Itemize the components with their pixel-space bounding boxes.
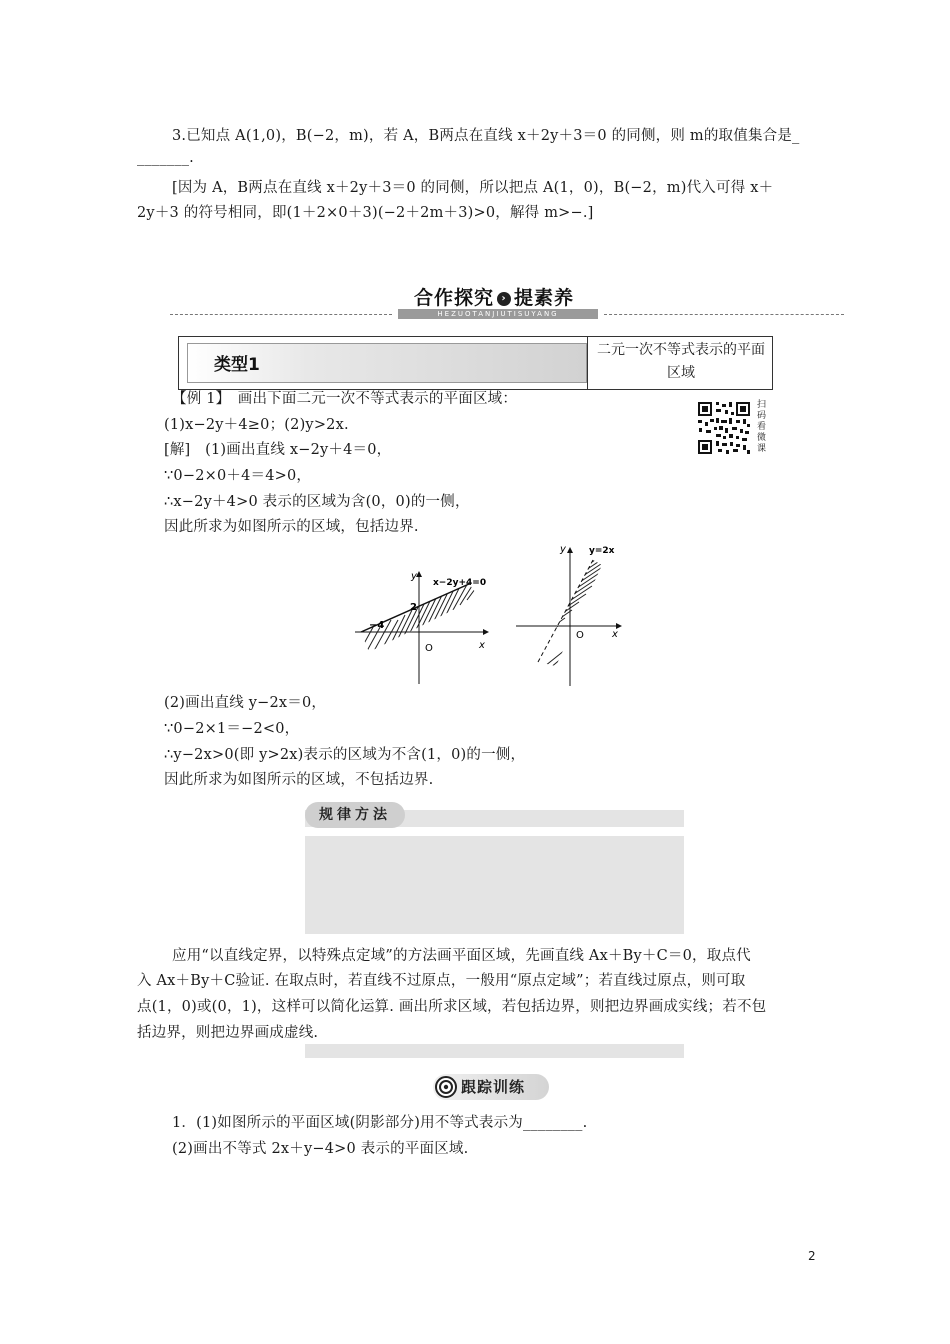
graph-1-x-label: x xyxy=(479,640,485,651)
type-label: 类型1 xyxy=(214,355,260,375)
solution-line-8: 因此所求为如图所示的区域，不包括边界. xyxy=(164,772,434,788)
tracking-question-1: 1．(1)如图所示的平面区域(阴影部分)用不等式表示为________. xyxy=(172,1115,588,1131)
solution-line-7: ∴y−2x>0(即 y>2x)表示的区域为不含(1，0)的一侧， xyxy=(164,747,526,763)
method-paragraph-line-1: 应用“以直线定界，以特殊点定域”的方法画平面区域，先画直线 Ax＋By＋C＝0，取点代 xyxy=(172,948,751,964)
graph-1-y-label: y xyxy=(411,571,417,582)
type-box-divider xyxy=(587,337,588,389)
page-number: 2 xyxy=(808,1249,816,1263)
banner-title-right: 提素养 xyxy=(514,287,575,309)
solution-line-3: ∴x−2y＋4>0 表示的区域为含(0，0)的一侧， xyxy=(164,494,470,510)
qr-code-icon[interactable] xyxy=(696,400,752,456)
graph-2-origin-label: O xyxy=(576,630,584,641)
banner-title-left: 合作探究 xyxy=(414,287,495,309)
solution-line-6: ∵0−2×1＝−2<0， xyxy=(164,721,300,737)
method-title: 规律方法 xyxy=(305,802,405,828)
method-paragraph-line-4: 括边界，则把边界画成虚线. xyxy=(137,1025,319,1041)
target-icon xyxy=(435,1076,457,1098)
method-paragraph-line-3: 点(1，0)或(0，1)，这样可以简化运算. 画出所求区域，若包括边界，则把边界画成实线；若不包 xyxy=(137,999,767,1015)
method-box xyxy=(305,836,684,934)
graph-1-y-intercept-label: 2 xyxy=(410,602,417,613)
solution-line-4: 因此所求为如图所示的区域，包括边界. xyxy=(164,519,419,535)
graph-2-y-label: y xyxy=(560,544,566,555)
example-1-title: 【例 1】 画出下面二元一次不等式表示的平面区域： xyxy=(172,391,518,407)
problem-3-line-2: _______. xyxy=(137,150,194,166)
chevron-right-icon: › xyxy=(497,292,511,306)
example-1-items: (1)x−2y＋4≥0；(2)y>2x. xyxy=(164,417,349,433)
type-label-panel xyxy=(187,343,587,383)
type-topic: 二元一次不等式表示的平面区域 xyxy=(597,342,765,381)
type-box xyxy=(178,336,773,390)
qr-label: 扫码看微课 xyxy=(757,400,767,454)
graph-2 xyxy=(510,538,630,688)
method-header-bar xyxy=(305,807,684,827)
problem-3-answer-line-2: 2y＋3 的符号相同，即(1＋2×0＋3)(−2＋2m＋3)>0，解得 m>−.] xyxy=(137,205,594,221)
graph-2-y-arrow-icon xyxy=(567,547,573,553)
graph-1 xyxy=(355,560,495,685)
section-banner-title xyxy=(414,283,574,310)
graph-2-boundary-line xyxy=(538,560,593,662)
graph-1-x-intercept-label: −4 xyxy=(369,620,385,631)
tracking-title: 跟踪训练 xyxy=(461,1078,526,1096)
tracking-header xyxy=(433,1074,549,1100)
graph-1-line-label: x−2y+4=0 xyxy=(433,578,487,588)
graph-1-x-arrow-icon xyxy=(483,629,489,635)
solution-line-2: ∵0−2×0＋4＝4>0， xyxy=(164,468,312,484)
graph-2-line-label: y=2x xyxy=(589,546,615,556)
method-footer-bar xyxy=(305,1044,684,1058)
banner-subtitle: HEZUOTANJIUTISUYANG xyxy=(398,309,598,319)
banner-dash-left xyxy=(170,314,392,315)
banner-dash-right xyxy=(604,314,844,315)
problem-3-answer-line-1: [因为 A，B两点在直线 x＋2y＋3＝0 的同侧，所以把点 A(1，0)，B(−2，m)代入可得 x＋ xyxy=(172,180,774,196)
graph-1-origin-label: O xyxy=(425,643,433,654)
problem-3-line-1: 3.已知点 A(1,0)，B(−2，m)，若 A，B两点在直线 x＋2y＋3＝0 的同侧，则 m的取值集合是_ xyxy=(172,128,800,144)
tracking-question-2: (2)画出不等式 2x＋y−4>0 表示的平面区域. xyxy=(172,1141,469,1157)
solution-line-1: [解] (1)画出直线 x−2y＋4＝0， xyxy=(164,442,392,458)
solution-line-5: (2)画出直线 y−2x＝0， xyxy=(164,695,327,711)
graph-2-x-label: x xyxy=(612,629,618,640)
method-paragraph-line-2: 入 Ax＋By＋C验证. 在取点时，若直线不过原点，一般用“原点定域”；若直线过原点，则可取 xyxy=(137,973,746,989)
